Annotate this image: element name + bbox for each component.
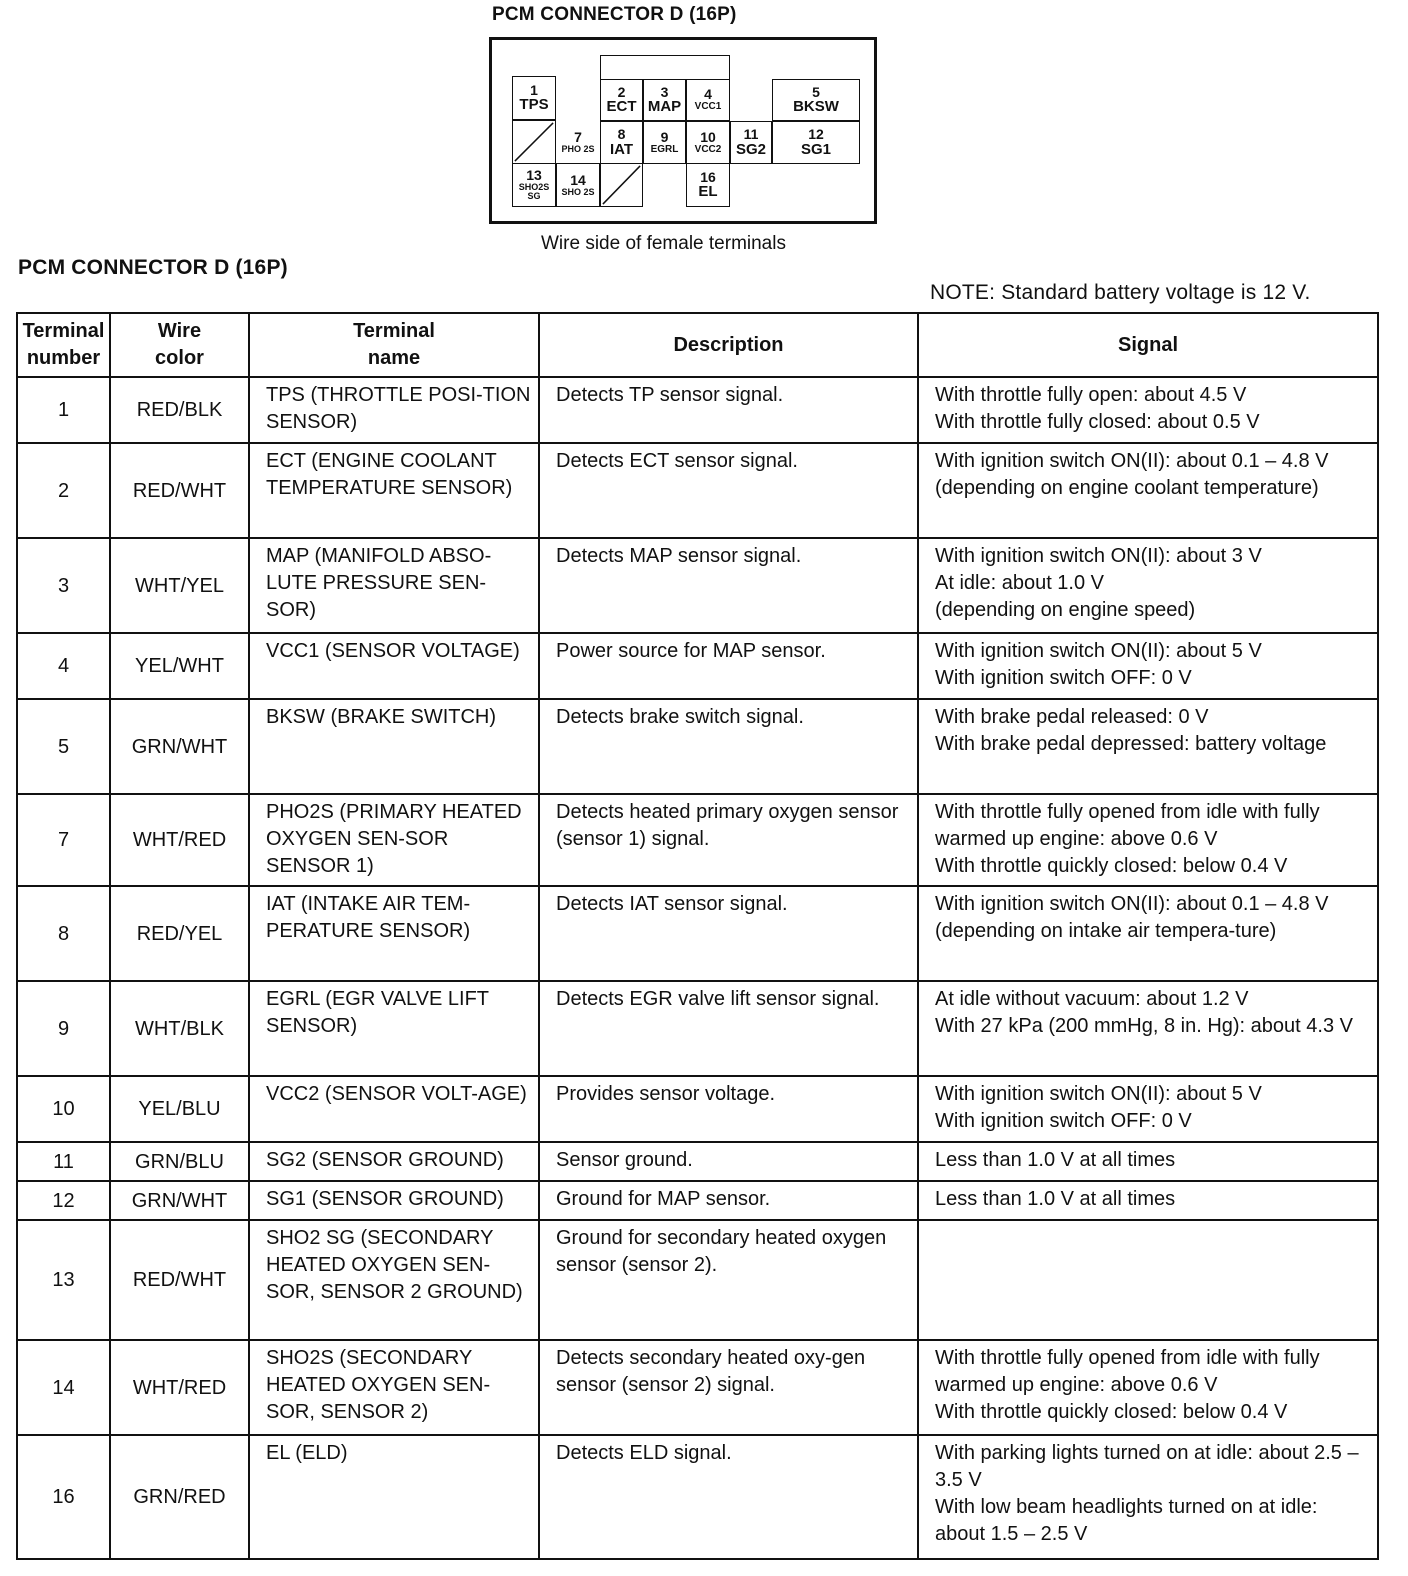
wire-color-cell: WHT/YEL [110, 538, 249, 633]
pinout-table [16, 312, 1379, 1560]
connector-latch [600, 55, 730, 79]
connector-cell-12: 12 SG1 [772, 121, 860, 164]
description-cell: Detects heated primary oxygen sensor (sensor 1) signal. [539, 794, 918, 886]
connector-cell-14: 14 SHO 2S [556, 163, 600, 207]
table-row [17, 1340, 1378, 1435]
description-cell: Detects IAT sensor signal. [539, 886, 918, 981]
wire-color-cell: WHT/RED [110, 1340, 249, 1435]
wire-color-cell: GRN/WHT [110, 699, 249, 794]
description-cell: Detects MAP sensor signal. [539, 538, 918, 633]
table-row [17, 699, 1378, 794]
wire-color-cell: RED/YEL [110, 886, 249, 981]
description-cell: Ground for MAP sensor. [539, 1181, 918, 1220]
description-cell: Detects EGR valve lift sensor signal. [539, 981, 918, 1076]
terminal-number-cell: 12 [17, 1181, 110, 1220]
terminal-name-cell: IAT (INTAKE AIR TEM-PERATURE SENSOR) [249, 886, 539, 981]
connector-cell-11: 11 SG2 [730, 121, 772, 164]
connector-cell-blank-a [512, 120, 556, 164]
description-cell: Power source for MAP sensor. [539, 633, 918, 699]
description-cell: Detects secondary heated oxy-gen sensor (sensor 2) signal. [539, 1340, 918, 1435]
diagram-caption: Wire side of female terminals [541, 233, 786, 254]
signal-line: With low beam headlights turned on at idle: about 1.5 – 2.5 V [935, 1496, 1318, 1545]
table-row [17, 377, 1378, 443]
terminal-name-cell: SHO2 SG (SECONDARY HEATED OXYGEN SEN-SOR, SENSOR 2 GROUND) [249, 1220, 539, 1340]
signal-cell [918, 981, 1378, 1076]
signal-line: With ignition switch ON(II): about 5 V [935, 1083, 1262, 1105]
table-row [17, 886, 1378, 981]
signal-line: With throttle fully closed: about 0.5 V [935, 411, 1260, 433]
terminal-number-cell: 3 [17, 538, 110, 633]
signal-cell [918, 443, 1378, 538]
terminal-name-cell: EL (ELD) [249, 1435, 539, 1559]
terminal-number-cell: 7 [17, 794, 110, 886]
signal-line: With throttle quickly closed: below 0.4 V [935, 1401, 1288, 1423]
connector-cell-3: 3 MAP [643, 79, 686, 121]
signal-line: With ignition switch OFF: 0 V [935, 1110, 1192, 1132]
wire-color-cell: YEL/BLU [110, 1076, 249, 1142]
signal-cell [918, 1181, 1378, 1220]
signal-cell [918, 1142, 1378, 1181]
terminal-number-cell: 13 [17, 1220, 110, 1340]
signal-line: With throttle fully opened from idle with fully warmed up engine: above 0.6 V [935, 801, 1320, 850]
description-cell: Detects brake switch signal. [539, 699, 918, 794]
table-row [17, 794, 1378, 886]
terminal-name-cell: TPS (THROTTLE POSI-TION SENSOR) [249, 377, 539, 443]
terminal-name-cell: MAP (MANIFOLD ABSO-LUTE PRESSURE SEN-SOR) [249, 538, 539, 633]
description-cell: Detects ELD signal. [539, 1435, 918, 1559]
connector-cell-9: 9 EGRL [643, 121, 686, 164]
pinout-table-body [17, 377, 1378, 1559]
connector-cell-2: 2 ECT [600, 79, 643, 121]
description-cell: Detects TP sensor signal. [539, 377, 918, 443]
signal-cell [918, 1076, 1378, 1142]
terminal-name-cell: ECT (ENGINE COOLANT TEMPERATURE SENSOR) [249, 443, 539, 538]
signal-line: Less than 1.0 V at all times [935, 1149, 1176, 1171]
header-wire-color: Wire color [110, 313, 249, 377]
diagram-title: PCM CONNECTOR D (16P) [492, 4, 737, 25]
signal-cell [918, 886, 1378, 981]
signal-line: At idle: about 1.0 V [935, 572, 1105, 594]
wire-color-cell: YEL/WHT [110, 633, 249, 699]
terminal-number-cell: 2 [17, 443, 110, 538]
table-row [17, 1142, 1378, 1181]
description-cell: Detects ECT sensor signal. [539, 443, 918, 538]
connector-diagram [489, 37, 877, 224]
description-cell: Sensor ground. [539, 1142, 918, 1181]
table-row [17, 538, 1378, 633]
signal-cell [918, 377, 1378, 443]
table-header-row [17, 313, 1378, 377]
terminal-number-cell: 4 [17, 633, 110, 699]
signal-line: With throttle quickly closed: below 0.4 V [935, 855, 1288, 877]
table-row [17, 443, 1378, 538]
signal-cell [918, 1340, 1378, 1435]
wire-color-cell: GRN/RED [110, 1435, 249, 1559]
table-row [17, 633, 1378, 699]
terminal-number-cell: 10 [17, 1076, 110, 1142]
signal-line: With parking lights turned on at idle: about 2.5 – 3.5 V [935, 1442, 1359, 1491]
connector-cell-blank-b [600, 163, 643, 207]
connector-cell-13: 13 SHO2S SG [512, 163, 556, 207]
wire-color-cell: RED/WHT [110, 1220, 249, 1340]
terminal-number-cell: 14 [17, 1340, 110, 1435]
connector-cell-5: 5 BKSW [772, 79, 860, 121]
signal-line: With ignition switch ON(II): about 3 V [935, 545, 1262, 567]
signal-line: With brake pedal released: 0 V [935, 706, 1209, 728]
terminal-name-cell: VCC2 (SENSOR VOLT-AGE) [249, 1076, 539, 1142]
signal-line: (depending on engine speed) [935, 599, 1196, 621]
signal-cell [918, 1435, 1378, 1559]
terminal-name-cell: SHO2S (SECONDARY HEATED OXYGEN SEN-SOR, SENSOR 2) [249, 1340, 539, 1435]
table-row [17, 1435, 1378, 1559]
signal-cell [918, 699, 1378, 794]
signal-line: With ignition switch OFF: 0 V [935, 667, 1192, 689]
terminal-number-cell: 16 [17, 1435, 110, 1559]
signal-cell [918, 794, 1378, 886]
page-title: PCM CONNECTOR D (16P) [18, 256, 288, 279]
wire-color-cell: RED/BLK [110, 377, 249, 443]
terminal-name-cell: SG1 (SENSOR GROUND) [249, 1181, 539, 1220]
connector-cell-8: 8 IAT [600, 121, 643, 164]
signal-line: With throttle fully open: about 4.5 V [935, 384, 1247, 406]
terminal-name-cell: BKSW (BRAKE SWITCH) [249, 699, 539, 794]
connector-cell-10: 10 VCC2 [686, 121, 730, 164]
signal-line: At idle without vacuum: about 1.2 V [935, 988, 1249, 1010]
wire-color-cell: RED/WHT [110, 443, 249, 538]
signal-line: With 27 kPa (200 mmHg, 8 in. Hg): about 4.3 V [935, 1015, 1353, 1037]
header-terminal-name: Terminal name [249, 313, 539, 377]
wire-color-cell: WHT/RED [110, 794, 249, 886]
table-row [17, 1181, 1378, 1220]
description-cell: Ground for secondary heated oxygen sensor (sensor 2). [539, 1220, 918, 1340]
wire-color-cell: WHT/BLK [110, 981, 249, 1076]
terminal-number-cell: 8 [17, 886, 110, 981]
terminal-number-cell: 9 [17, 981, 110, 1076]
wire-color-cell: GRN/WHT [110, 1181, 249, 1220]
header-terminal-number: Terminal number [17, 313, 110, 377]
description-cell: Provides sensor voltage. [539, 1076, 918, 1142]
terminal-name-cell: EGRL (EGR VALVE LIFT SENSOR) [249, 981, 539, 1076]
table-row [17, 1076, 1378, 1142]
header-signal: Signal [918, 313, 1378, 377]
terminal-name-cell: VCC1 (SENSOR VOLTAGE) [249, 633, 539, 699]
connector-cell-1: 1 TPS [512, 76, 556, 120]
connector-cell-4: 4 VCC1 [686, 79, 730, 121]
connector-cell-16: 16 EL [686, 163, 730, 207]
signal-line: With ignition switch ON(II): about 5 V [935, 640, 1262, 662]
table-row [17, 1220, 1378, 1340]
table-row [17, 981, 1378, 1076]
wire-color-cell: GRN/BLU [110, 1142, 249, 1181]
signal-cell [918, 1220, 1378, 1340]
terminal-name-cell: SG2 (SENSOR GROUND) [249, 1142, 539, 1181]
signal-line: Less than 1.0 V at all times [935, 1188, 1176, 1210]
signal-line: With throttle fully opened from idle with fully warmed up engine: above 0.6 V [935, 1347, 1320, 1396]
battery-voltage-note: NOTE: Standard battery voltage is 12 V. [930, 281, 1311, 304]
terminal-name-cell: PHO2S (PRIMARY HEATED OXYGEN SEN-SOR SENSOR 1) [249, 794, 539, 886]
signal-line: With brake pedal depressed: battery voltage [935, 733, 1327, 755]
terminal-number-cell: 1 [17, 377, 110, 443]
signal-line: With ignition switch ON(II): about 0.1 – 4.8 V (depending on intake air tempera-ture) [935, 893, 1329, 942]
signal-line: With ignition switch ON(II): about 0.1 – 4.8 V (depending on engine coolant temperature) [935, 450, 1329, 499]
connector-cell-7: 7 PHO 2S [556, 120, 600, 164]
signal-cell [918, 538, 1378, 633]
terminal-number-cell: 11 [17, 1142, 110, 1181]
signal-cell [918, 633, 1378, 699]
header-description: Description [539, 313, 918, 377]
terminal-number-cell: 5 [17, 699, 110, 794]
